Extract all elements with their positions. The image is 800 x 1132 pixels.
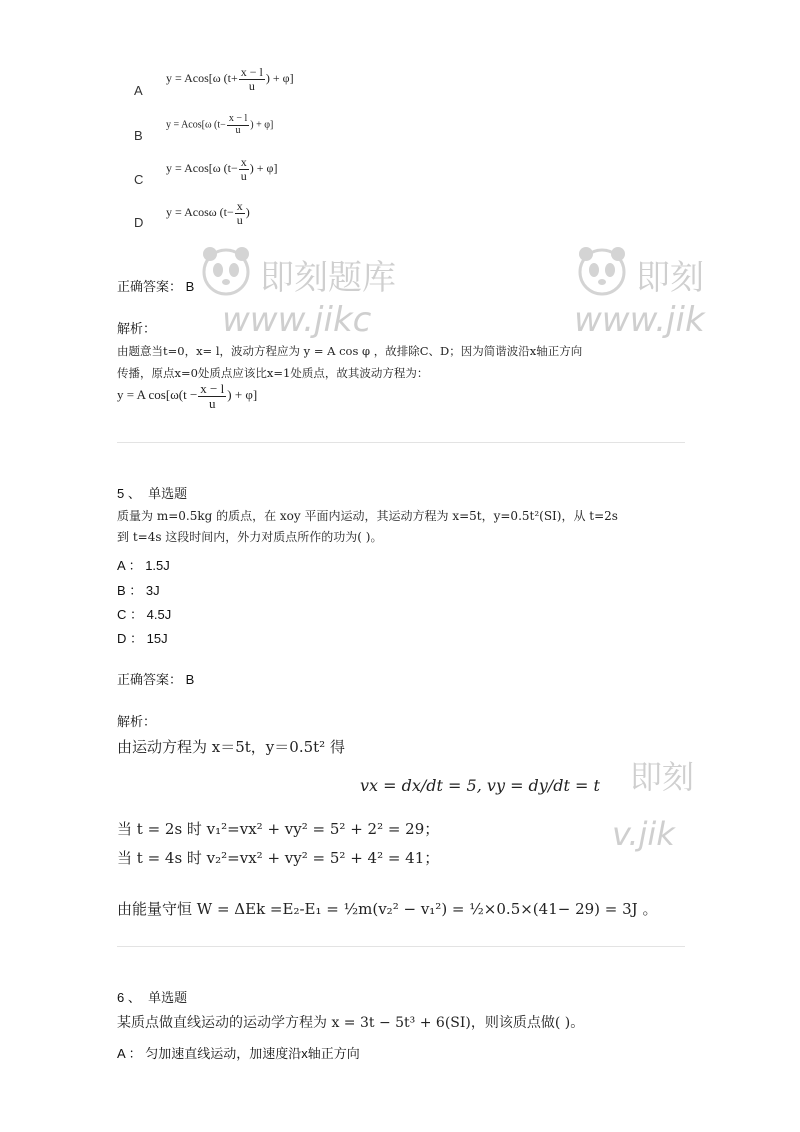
- q6-option-a[interactable]: [117, 1043, 360, 1062]
- q6-type: 单选题: [148, 990, 188, 1005]
- q5-solution-line3: 当 t = 2s 时 v₁²=vx² + vy² = 5² + 2² = 29；: [117, 820, 440, 838]
- watermark-url: www.jikc: [222, 300, 372, 340]
- q5-stem-line2: 到 t=4s 这段时间内，外力对质点所作的功为( )。: [117, 530, 383, 544]
- q4-option-a-pre: y = Acos[ω (t+: [166, 70, 238, 85]
- q6-number: 6 、: [117, 990, 141, 1005]
- q5-solution-line1: 由运动方程为 x＝5t，y＝0.5t² 得: [117, 738, 345, 756]
- q4-option-c-post: ) + φ]: [249, 160, 278, 175]
- q4-analysis-line1: 由题意当t=0，x= l，波动方程应为 y = A cos φ ，故排除C、D；因为简谐波沿x轴正方向: [117, 344, 583, 358]
- divider-2: [117, 946, 685, 947]
- q4-answer-label: 正确答案：: [117, 279, 183, 294]
- q5-answer: [117, 669, 194, 688]
- q4-analysis-formula: [117, 382, 257, 410]
- q4-option-c-pre: y = Acos[ω (t−: [166, 160, 238, 175]
- q4-answer: [117, 276, 194, 295]
- q5-header: [117, 483, 187, 502]
- watermark-url-mid: v.jik: [612, 815, 675, 853]
- q5-type: 单选题: [148, 486, 188, 501]
- q4-analysis-formula-den: u: [209, 395, 216, 411]
- q5-option-a-text: 1.5J: [145, 558, 170, 573]
- q5-option-a-letter: A ：: [117, 558, 142, 573]
- q4-option-a-letter[interactable]: A: [134, 83, 143, 98]
- q4-option-a-den: u: [248, 78, 255, 93]
- q4-option-a-formula: [166, 66, 294, 92]
- q5-option-b-text: 3J: [145, 583, 160, 598]
- q4-option-d-letter[interactable]: D: [134, 215, 144, 230]
- q4-option-c-num: x: [240, 155, 247, 169]
- q5-stem-line1: 质量为 m=0.5kg 的质点，在 xoy 平面内运动，其运动方程为 x=5t，y=0.5t²(SI)，从 t=2s: [117, 509, 618, 523]
- q4-answer-value: B: [185, 279, 195, 294]
- q5-answer-value: B: [185, 672, 195, 687]
- q6-option-a-letter: A ：: [117, 1046, 142, 1061]
- panda-logo-icon: [196, 240, 256, 300]
- q4-option-c-formula: [166, 156, 277, 182]
- watermark-brand-mid: 即刻: [630, 758, 695, 796]
- q5-answer-label: 正确答案：: [117, 672, 183, 687]
- q4-option-a-post: ) + φ]: [265, 70, 294, 85]
- q4-analysis-formula-pre: y = A cos[ω(t −: [117, 387, 198, 403]
- q5-solution-line2: vx = dx/dt = 5, vy = dy/dt = t: [360, 776, 600, 795]
- q5-solution-line5: 由能量守恒 W = ΔEk =E₂-E₁ = ½m(v₂² − v₁²) = ½×0.5×(41− 29) = 3J 。: [117, 900, 658, 918]
- q4-option-c-letter[interactable]: C: [134, 172, 144, 187]
- q5-option-c-letter: C ：: [117, 607, 144, 622]
- q6-option-a-text: 匀加速直线运动，加速度沿x轴正方向: [145, 1046, 360, 1061]
- q5-analysis-label: 解析：: [117, 714, 157, 729]
- q5-option-c[interactable]: [117, 604, 171, 623]
- q4-option-b-post: ) + φ]: [250, 119, 274, 131]
- q4-option-c-den: u: [240, 168, 247, 183]
- q6-stem: 某质点做直线运动的运动学方程为 x = 3t − 5t³ + 6(SI)，则该质点做( )。: [117, 1015, 585, 1031]
- q5-option-c-text: 4.5J: [146, 607, 172, 622]
- q4-option-b-formula: [166, 114, 273, 136]
- watermark-brand: 即刻题库: [260, 258, 396, 298]
- q5-option-d-letter: D ：: [117, 631, 144, 646]
- q4-option-d-formula: [166, 200, 250, 226]
- q4-option-d-den: u: [236, 212, 243, 227]
- q6-header: [117, 987, 187, 1006]
- q4-option-b-letter[interactable]: B: [134, 128, 143, 143]
- q4-option-a-num: x − l: [240, 65, 263, 79]
- q4-option-d-post: ): [245, 204, 250, 219]
- q5-number: 5 、: [117, 486, 141, 501]
- q5-option-b-letter: B ：: [117, 583, 143, 598]
- q4-option-b-pre: y = Acos[ω (t−: [166, 119, 226, 131]
- watermark-url-right: www.jik: [574, 300, 705, 340]
- q4-option-d-num: x: [236, 199, 243, 213]
- q4-option-b-den: u: [235, 124, 241, 136]
- watermark-brand-right: 即刻: [636, 258, 704, 298]
- q5-option-a[interactable]: [117, 555, 170, 574]
- q4-option-d-pre: y = Acosω (t−: [166, 204, 234, 219]
- q5-option-b[interactable]: [117, 580, 160, 599]
- q4-analysis-formula-post: ) + φ]: [227, 387, 258, 403]
- divider-1: [117, 442, 685, 443]
- q4-option-b-num: x − l: [228, 113, 248, 124]
- q5-option-d[interactable]: [117, 628, 168, 647]
- q5-solution-line4: 当 t = 4s 时 v₂²=vx² + vy² = 5² + 4² = 41；: [117, 849, 440, 867]
- q4-analysis-label: 解析：: [117, 321, 157, 336]
- panda-logo-icon-right: [572, 240, 632, 300]
- q4-analysis-formula-num: x − l: [200, 381, 225, 396]
- q4-analysis-line2: 传播，原点x=0处质点应该比x=1处质点，故其波动方程为：: [117, 366, 429, 380]
- q5-option-d-text: 15J: [146, 631, 168, 646]
